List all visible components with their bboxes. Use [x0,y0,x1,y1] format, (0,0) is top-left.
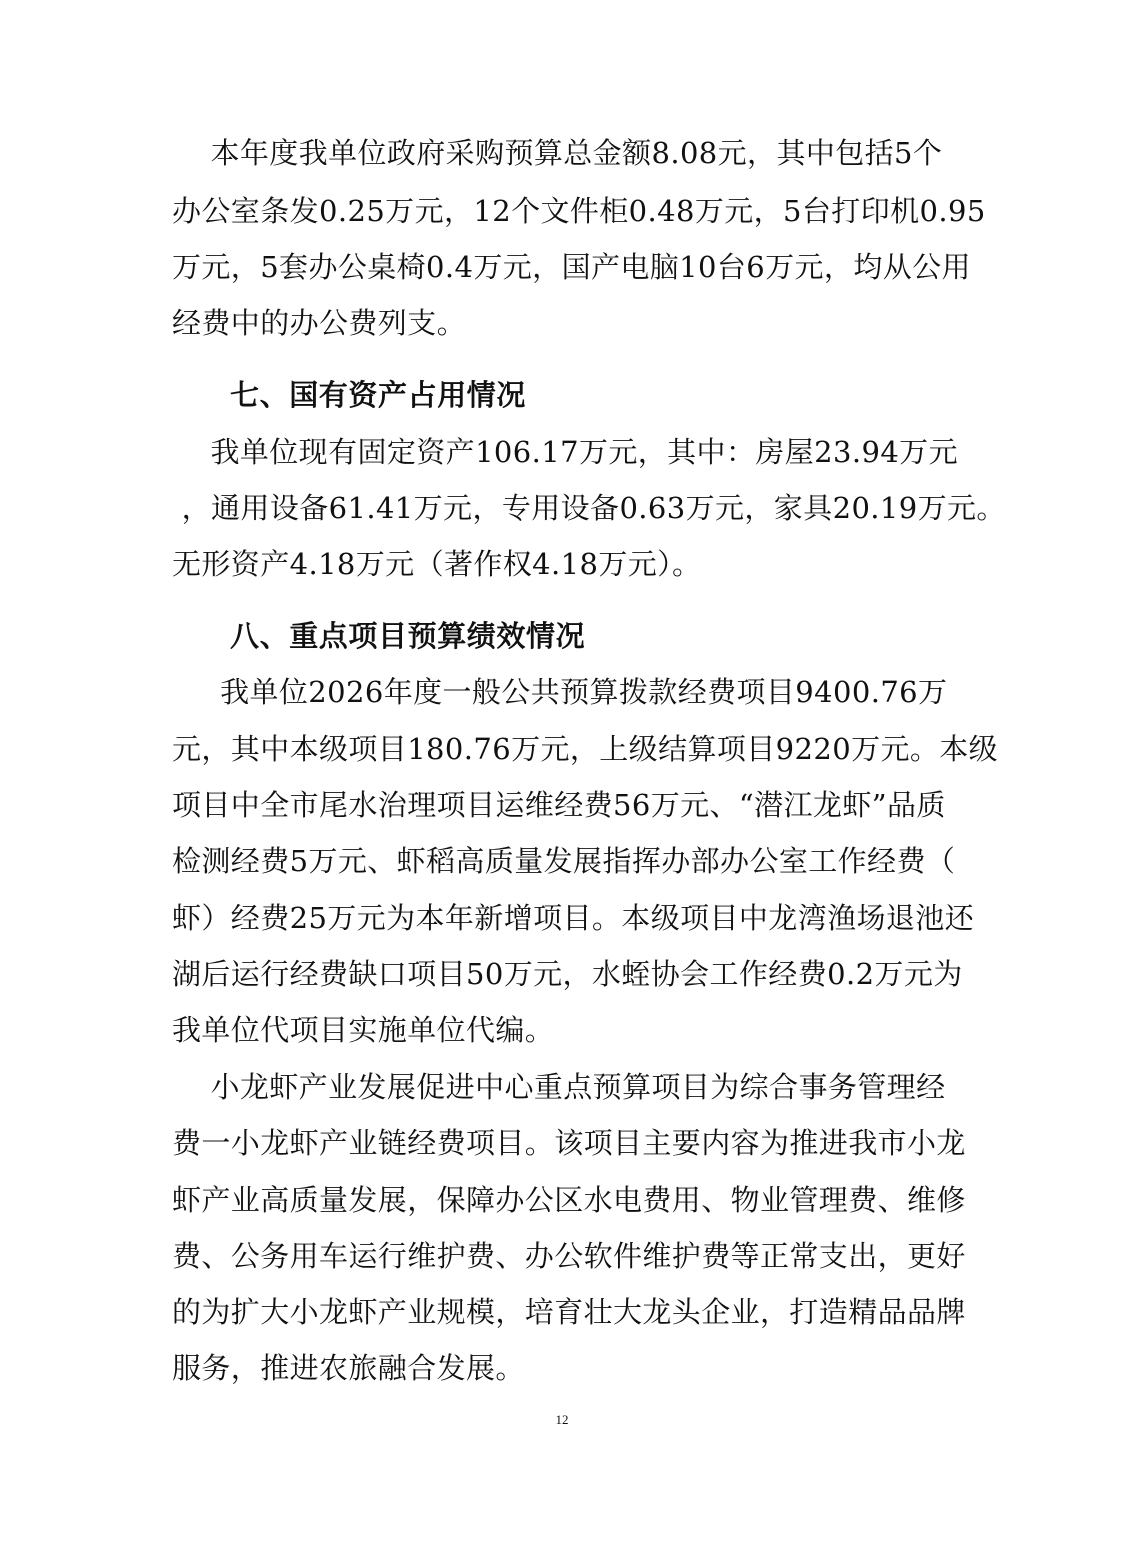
section-heading-projects: 八、重点项目预算绩效情况 [230,619,586,653]
projects-p2-line-6: 服务，推进农旅融合发展。 [172,1351,525,1385]
projects-p2-line-3: 虾产业高质量发展，保障办公区水电费用、物业管理费、维修 [172,1183,966,1217]
projects-p1-line-1: 我单位2026年度一般公共预算拨款经费项目9400.76万 [172,675,948,709]
projects-p1-line-3: 项目中全市尾水治理项目运维经费56万元、“潜江龙虾”品质 [172,788,946,822]
projects-p2-line-1: 小龙虾产业发展促进中心重点预算项目为综合事务管理经 [172,1070,946,1104]
section-heading-assets: 七、国有资产占用情况 [230,378,527,412]
projects-p1-line-5: 虾）经费25万元为本年新增项目。本级项目中龙湾渔场退池还 [172,901,975,935]
projects-p1-line-4: 检测经费5万元、虾稻高质量发展指挥办部办公室工作经费（ [172,844,956,878]
procurement-line-2: 办公室条发0.25万元，12个文件柜0.48万元，5台打印机0.95 [172,194,986,228]
assets-line-1: 我单位现有固定资产106.17万元，其中：房屋23.94万元 [172,435,958,469]
projects-p1-line-7: 我单位代项目实施单位代编。 [172,1013,555,1047]
procurement-line-3: 万元，5套办公桌椅0.4万元，国产电脑10台6万元，均从公用 [172,250,971,284]
page-number: 12 [555,1412,569,1427]
projects-p1-line-6: 湖后运行经费缺口项目50万元，水蛭协会工作经费0.2万元为 [172,957,963,991]
projects-p2-line-2: 费一小龙虾产业链经费项目。该项目主要内容为推进我市小龙 [172,1126,966,1160]
procurement-line-1: 本年度我单位政府采购预算总金额8.08元，其中包括5个 [172,136,943,170]
projects-p2-line-4: 费、公务用车运行维护费、办公软件维护费等正常支出，更好 [172,1239,966,1273]
assets-line-3: 无形资产4.18万元（著作权4.18万元）。 [172,547,702,581]
assets-line-2: ，通用设备61.41万元，专用设备0.63万元，家具20.19万元。 [172,491,1006,525]
projects-p1-line-2: 元，其中本级项目180.76万元，上级结算项目9220万元。本级 [172,732,999,766]
projects-p2-line-5: 的为扩大小龙虾产业规模，培育壮大龙头企业，打造精品品牌 [172,1295,966,1329]
procurement-line-4: 经费中的办公费列支。 [172,306,467,340]
